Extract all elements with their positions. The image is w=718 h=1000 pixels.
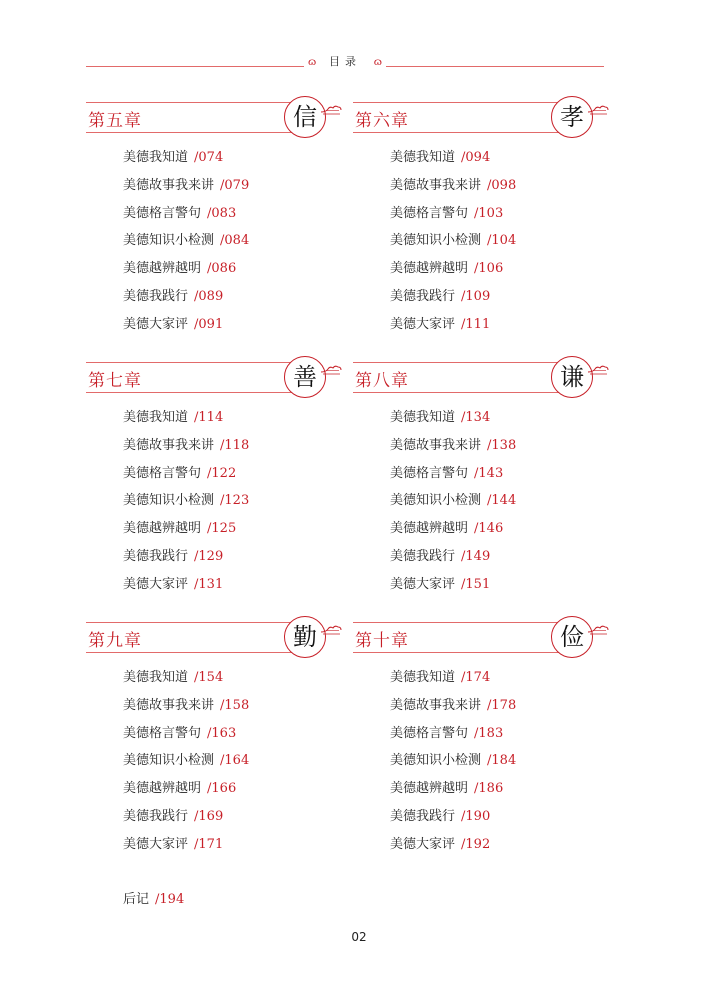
- entry-page-number: /109: [461, 288, 491, 304]
- entry-title: 美德格言警句: [123, 725, 202, 741]
- entry-title: 美德大家评: [123, 836, 189, 852]
- toc-entry[interactable]: [123, 436, 249, 464]
- entry-page-number: /134: [461, 410, 491, 425]
- toc-entry[interactable]: [123, 724, 249, 752]
- toc-entry[interactable]: [123, 259, 249, 287]
- entry-page-number: /111: [461, 316, 491, 332]
- toc-entry[interactable]: [123, 491, 249, 519]
- chapter-header: [353, 616, 605, 664]
- toc-entry[interactable]: [390, 696, 516, 724]
- toc-entry[interactable]: [123, 547, 249, 575]
- entry-page-number: /086: [207, 261, 237, 277]
- virtue-character: 俭: [560, 623, 584, 651]
- entry-page-number: /143: [474, 465, 504, 481]
- entry-title: 美德知识小检测: [390, 753, 482, 769]
- chapter-rule-bottom: [86, 652, 300, 653]
- chapter-rule-top: [86, 362, 300, 363]
- toc-entry[interactable]: [390, 315, 516, 343]
- header-swirl-left-icon: ɷ: [308, 57, 317, 68]
- entry-title: 美德我知道: [123, 670, 189, 685]
- virtue-character: 谦: [560, 363, 584, 391]
- toc-entry[interactable]: [123, 204, 249, 232]
- toc-entry[interactable]: [390, 436, 516, 464]
- entry-page-number: /158: [220, 697, 250, 713]
- chapter-title[interactable]: 第五章: [88, 111, 142, 131]
- chapter-title[interactable]: 第七章: [88, 371, 142, 391]
- toc-entry[interactable]: [390, 231, 516, 259]
- entry-title: 美德越辨越明: [390, 521, 469, 537]
- entry-page-number: /122: [207, 465, 237, 481]
- chapter-entry-list: [390, 408, 516, 603]
- entry-page-number: /166: [207, 781, 237, 797]
- cloud-ornament-icon: [587, 360, 609, 372]
- chapter-entry-list: [123, 148, 249, 343]
- entry-page-number: /098: [487, 177, 517, 193]
- chapter-header: [86, 356, 338, 404]
- entry-page-number: /184: [487, 753, 517, 769]
- entry-title: 美德我知道: [390, 410, 456, 425]
- chapter-rule-top: [86, 622, 300, 623]
- cloud-ornament-icon: [587, 100, 609, 112]
- toc-entry[interactable]: [390, 464, 516, 492]
- chapter-title[interactable]: 第六章: [355, 111, 409, 131]
- entry-page-number: /190: [461, 808, 491, 824]
- entry-title: 美德大家评: [390, 316, 456, 332]
- chapter-rule-bottom: [86, 392, 300, 393]
- entry-page-number: /144: [487, 493, 517, 509]
- toc-entry[interactable]: [390, 779, 516, 807]
- entry-page-number: /163: [207, 725, 237, 741]
- toc-entry[interactable]: [390, 547, 516, 575]
- toc-entry[interactable]: [123, 408, 249, 436]
- chapter-entry-list: [390, 148, 516, 343]
- entry-page-number: /123: [220, 493, 250, 509]
- entry-page-number: /103: [474, 205, 504, 221]
- chapter-block: [86, 356, 338, 592]
- entry-title: 美德我践行: [123, 548, 189, 564]
- entry-page-number: /192: [461, 836, 491, 852]
- chapter-title[interactable]: 第十章: [355, 631, 409, 651]
- toc-entry[interactable]: [123, 807, 249, 835]
- chapter-rule-bottom: [353, 392, 567, 393]
- chapter-entry-list: [390, 668, 516, 863]
- entry-title: 美德我践行: [390, 548, 456, 564]
- entry-title: 美德知识小检测: [390, 233, 482, 249]
- entry-title: 美德故事我来讲: [123, 697, 215, 713]
- entry-title: 美德越辨越明: [390, 781, 469, 797]
- toc-entry[interactable]: [390, 724, 516, 752]
- toc-entry[interactable]: [390, 259, 516, 287]
- toc-entry[interactable]: [390, 204, 516, 232]
- entry-title: 美德故事我来讲: [123, 177, 215, 193]
- toc-entry[interactable]: [390, 176, 516, 204]
- entry-page-number: /083: [207, 205, 237, 221]
- entry-title: 美德格言警句: [390, 725, 469, 741]
- toc-entry[interactable]: [390, 491, 516, 519]
- toc-entry[interactable]: [123, 148, 249, 176]
- chapter-rule-top: [353, 362, 567, 363]
- entry-title: 美德格言警句: [390, 205, 469, 221]
- chapter-title[interactable]: 第九章: [88, 631, 142, 651]
- chapter-title[interactable]: 第八章: [355, 371, 409, 391]
- header-swirl-right-icon: ɷ: [373, 57, 382, 68]
- entry-title: 美德格言警句: [123, 205, 202, 221]
- entry-page-number: /084: [220, 233, 250, 249]
- entry-title: 美德故事我来讲: [390, 697, 482, 713]
- entry-page-number: /174: [461, 670, 491, 685]
- toc-header: [86, 52, 604, 72]
- entry-title: 美德知识小检测: [123, 493, 215, 509]
- entry-page-number: /104: [487, 233, 517, 249]
- entry-page-number: /094: [461, 150, 491, 165]
- entry-page-number: /089: [194, 288, 224, 304]
- entry-title: 美德故事我来讲: [390, 437, 482, 453]
- toc-entry[interactable]: [123, 519, 249, 547]
- cloud-ornament-icon: [587, 620, 609, 632]
- chapter-header: [86, 96, 338, 144]
- entry-title: 美德我践行: [390, 288, 456, 304]
- cloud-ornament-icon: [320, 360, 342, 372]
- toc-entry[interactable]: [390, 575, 516, 603]
- entry-page-number: /079: [220, 177, 250, 193]
- entry-title: 美德故事我来讲: [123, 437, 215, 453]
- entry-page-number: /178: [487, 697, 517, 713]
- entry-title: 美德我知道: [123, 150, 189, 165]
- toc-title: 目录: [329, 55, 361, 68]
- page-number: 02: [351, 930, 367, 944]
- entry-title: 美德知识小检测: [390, 493, 482, 509]
- virtue-character: 善: [293, 363, 317, 391]
- entry-page-number: /131: [194, 576, 224, 592]
- toc-entry[interactable]: [390, 519, 516, 547]
- entry-title: 美德越辨越明: [123, 261, 202, 277]
- toc-entry[interactable]: [390, 408, 516, 436]
- entry-title: 美德我知道: [390, 150, 456, 165]
- entry-title: 美德大家评: [123, 576, 189, 592]
- chapter-block: [353, 96, 605, 332]
- cloud-ornament-icon: [320, 620, 342, 632]
- chapter-rule-top: [86, 102, 300, 103]
- entry-title: 美德我践行: [123, 808, 189, 824]
- entry-title: 美德大家评: [390, 836, 456, 852]
- entry-page-number: /151: [461, 576, 491, 592]
- chapter-rule-bottom: [353, 132, 567, 133]
- entry-page-number: /146: [474, 521, 504, 537]
- entry-page-number: /125: [207, 521, 237, 537]
- afterword-entry[interactable]: [123, 888, 184, 907]
- toc-entry[interactable]: [123, 464, 249, 492]
- entry-title: 美德越辨越明: [123, 781, 202, 797]
- chapter-rule-top: [353, 102, 567, 103]
- toc-entry[interactable]: [123, 575, 249, 603]
- chapter-block: [86, 616, 338, 852]
- toc-entry[interactable]: [390, 668, 516, 696]
- chapter-rule-bottom: [353, 652, 567, 653]
- entry-page-number: /106: [474, 261, 504, 277]
- toc-entry[interactable]: [123, 751, 249, 779]
- entry-page-number: /149: [461, 548, 491, 564]
- chapter-block: [86, 96, 338, 332]
- entry-page-number: /138: [487, 437, 517, 453]
- entry-title: 美德我践行: [123, 288, 189, 304]
- toc-entry[interactable]: [123, 231, 249, 259]
- chapter-header: [353, 356, 605, 404]
- virtue-character: 勤: [293, 623, 317, 651]
- toc-entry[interactable]: [390, 835, 516, 863]
- chapter-block: [353, 616, 605, 852]
- chapter-rule-top: [353, 622, 567, 623]
- chapter-rule-bottom: [86, 132, 300, 133]
- entry-page-number: /154: [194, 670, 224, 685]
- entry-title: 美德越辨越明: [390, 261, 469, 277]
- header-rule-right: [386, 66, 604, 67]
- virtue-character: 孝: [560, 103, 584, 131]
- entry-page-number: /183: [474, 725, 504, 741]
- toc-entry[interactable]: [390, 287, 516, 315]
- entry-title: 美德格言警句: [123, 465, 202, 481]
- entry-page-number: /091: [194, 316, 224, 332]
- toc-entry[interactable]: [390, 148, 516, 176]
- virtue-character: 信: [293, 103, 317, 131]
- entry-title: 美德越辨越明: [123, 521, 202, 537]
- cloud-ornament-icon: [320, 100, 342, 112]
- toc-entry[interactable]: [123, 668, 249, 696]
- chapter-entry-list: [123, 408, 249, 603]
- entry-page-number: /171: [194, 836, 224, 852]
- entry-title: 美德大家评: [390, 576, 456, 592]
- entry-page-number: /118: [220, 437, 250, 453]
- entry-page-number: /114: [194, 410, 224, 425]
- chapter-block: [353, 356, 605, 592]
- toc-entry[interactable]: [123, 835, 249, 863]
- entry-page-number: /074: [194, 150, 224, 165]
- entry-title: 美德知识小检测: [123, 233, 215, 249]
- entry-title: 美德故事我来讲: [390, 177, 482, 193]
- entry-title: 美德我知道: [390, 670, 456, 685]
- entry-title: 美德我践行: [390, 808, 456, 824]
- entry-title: 美德大家评: [123, 316, 189, 332]
- entry-page-number: /169: [194, 808, 224, 824]
- entry-title: 美德我知道: [123, 410, 189, 425]
- chapter-entry-list: [123, 668, 249, 863]
- toc-entry[interactable]: [123, 315, 249, 343]
- toc-entry[interactable]: [390, 807, 516, 835]
- toc-entry[interactable]: [123, 287, 249, 315]
- toc-entry[interactable]: [123, 779, 249, 807]
- entry-page-number: /164: [220, 753, 250, 769]
- afterword-page: /194: [155, 892, 185, 907]
- toc-entry[interactable]: [390, 751, 516, 779]
- entry-title: 美德格言警句: [390, 465, 469, 481]
- entry-page-number: /129: [194, 548, 224, 564]
- toc-entry[interactable]: [123, 696, 249, 724]
- entry-title: 美德知识小检测: [123, 753, 215, 769]
- afterword-title: 后记: [123, 892, 150, 907]
- chapter-header: [86, 616, 338, 664]
- entry-page-number: /186: [474, 781, 504, 797]
- chapter-header: [353, 96, 605, 144]
- toc-entry[interactable]: [123, 176, 249, 204]
